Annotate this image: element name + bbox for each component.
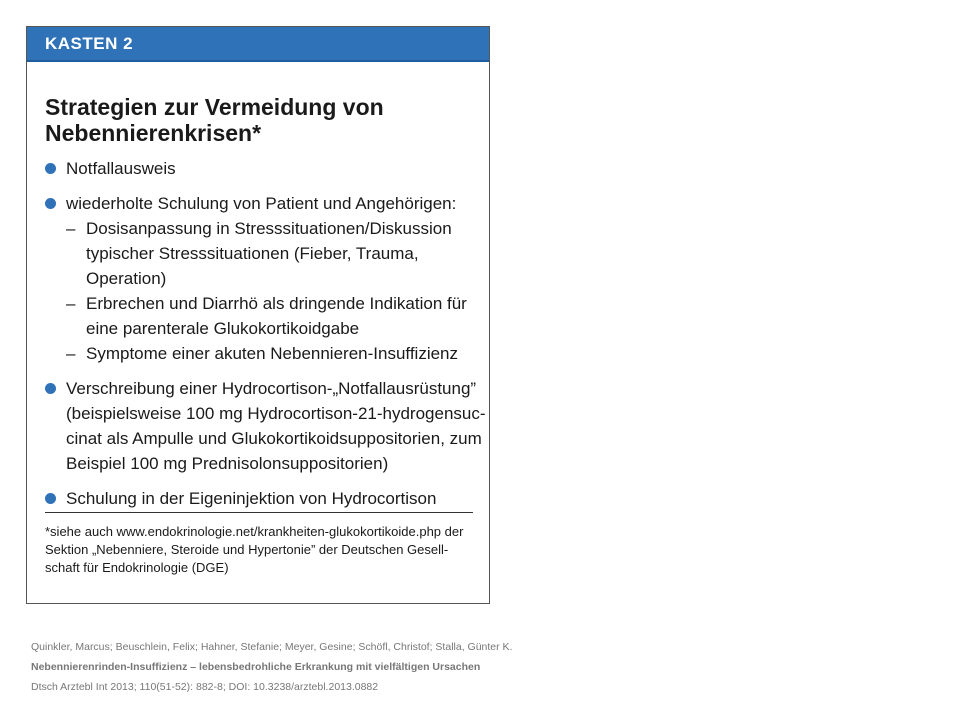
- sub-item-line: Dosisanpassung in Stresssituationen/Diskussion: [86, 219, 452, 238]
- bullet-icon: [45, 163, 56, 174]
- citation-title: Nebennierenrinden-Insuffizienz – lebensbedrohliche Erkrankung mit vielfältigen Ursachen: [31, 661, 481, 673]
- list-item-line: Beispiel 100 mg Prednisolonsuppositorien): [66, 454, 389, 473]
- sub-item-line: typischer Stresssituationen (Fieber, Trauma, Operation): [86, 244, 419, 288]
- box-title: [45, 94, 489, 146]
- list-item-text: Notfallausweis: [66, 159, 176, 178]
- box-label: KASTEN 2: [27, 27, 489, 62]
- sub-item-line: eine parenterale Glukokortikoidgabe: [86, 319, 360, 338]
- list-item: [45, 486, 489, 511]
- sub-list-item: [66, 216, 489, 291]
- sub-list-item: [66, 341, 489, 366]
- info-box: [26, 26, 490, 604]
- list-item-text: Schulung in der Eigeninjektion von Hydrocortison: [66, 489, 437, 508]
- list-item-line: (beispielsweise 100 mg Hydrocortison-21-hydrogensuc-: [66, 404, 486, 423]
- bullet-icon: [45, 383, 56, 394]
- sub-list-item: [66, 291, 489, 341]
- list-item-line: cinat als Ampulle und Glukokortikoidsuppositorien, zum: [66, 429, 482, 448]
- list-item: [45, 156, 489, 181]
- citation-authors: Quinkler, Marcus; Beuschlein, Felix; Hahner, Stefanie; Meyer, Gesine; Schöfl, Christof; Stalla, Günter K.: [31, 641, 513, 653]
- footnote-line: schaft für Endokrinologie (DGE): [45, 560, 229, 575]
- footnote: [45, 523, 475, 577]
- footnote-line: *siehe auch www.endokrinologie.net/krankheiten-glukokortikoide.php der: [45, 524, 464, 539]
- list-item: [45, 191, 489, 366]
- citation: [31, 637, 512, 697]
- citation-source: Dtsch Arztebl Int 2013; 110(51-52): 882-8; DOI: 10.3238/arztebl.2013.0882: [31, 681, 379, 693]
- sub-item-line: Symptome einer akuten Nebennieren-Insuffizienz: [86, 344, 459, 363]
- bullet-icon: [45, 198, 56, 209]
- box-title-line-2: Nebennierenkrisen*: [45, 120, 262, 146]
- strategy-list: [45, 156, 489, 511]
- dash-marker: –: [66, 219, 76, 238]
- footnote-divider: [45, 512, 473, 513]
- dash-marker: –: [66, 294, 76, 313]
- box-title-line-1: Strategien zur Vermeidung von: [45, 94, 384, 120]
- bullet-icon: [45, 493, 56, 504]
- list-item: [45, 376, 489, 476]
- list-item-text: wiederholte Schulung von Patient und Angehörigen:: [66, 194, 457, 213]
- list-item-line: Verschreibung einer Hydrocortison-„Notfallausrüstung”: [66, 379, 477, 398]
- sub-item-line: Erbrechen und Diarrhö als dringende Indikation für: [86, 294, 467, 313]
- footnote-line: Sektion „Nebenniere, Steroide und Hypertonie” der Deutschen Gesell-: [45, 542, 449, 557]
- dash-marker: –: [66, 344, 76, 363]
- sub-list: [66, 216, 489, 366]
